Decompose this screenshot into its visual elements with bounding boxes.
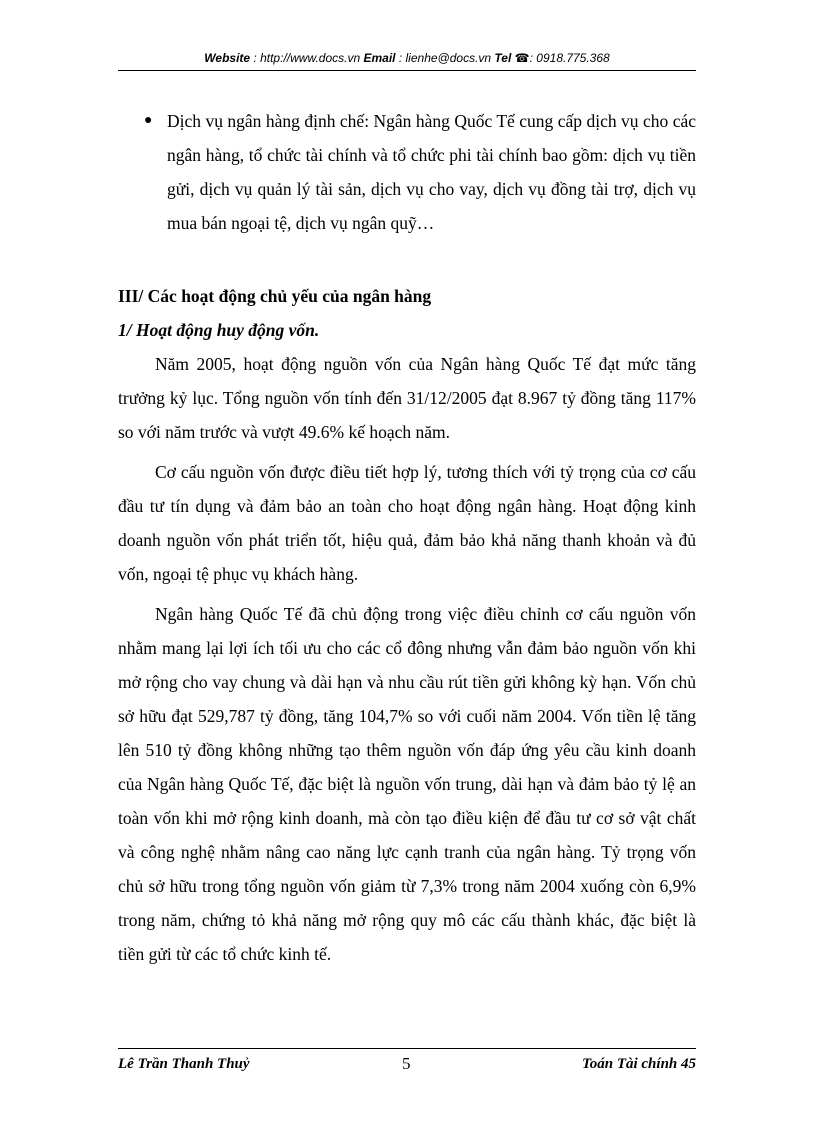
document-body	[118, 104, 696, 971]
tel-number: : 0918.775.368	[529, 51, 610, 65]
paragraph-2: Cơ cấu nguồn vốn được điều tiết hợp lý, tương thích với tỷ trọng của cơ cấu đầu tư tín dụng và đảm bảo an toàn cho hoạt động ngân hàng. Hoạt động kinh doanh nguồn vốn phát triển tốt, hiệu quả, đảm bảo khả năng thanh khoản và đủ vốn, ngoại tệ phục vụ khách hàng.	[118, 462, 696, 584]
bullet-text: Dịch vụ ngân hàng định chế: Ngân hàng Quốc Tế cung cấp dịch vụ cho các ngân hàng, tổ chức tài chính và tổ chức phi tài chính bao gồm: dịch vụ tiền gửi, dịch vụ quản lý tài sản, dịch vụ cho vay, dịch vụ đồng tài trợ, dịch vụ mua bán ngoại tệ, dịch vụ ngân quỹ…	[167, 111, 696, 233]
tel-label: Tel	[494, 51, 512, 65]
subsection-heading: 1/ Hoạt động huy động vốn.	[118, 320, 320, 340]
page-header	[118, 50, 696, 66]
paragraph-1: Năm 2005, hoạt động nguồn vốn của Ngân hàng Quốc Tế đạt mức tăng trưởng kỷ lục. Tổng nguồn vốn tính đến 31/12/2005 đạt 8.967 tỷ đồng tăng 117% so với năm trước và vượt 49.6% kế hoạch năm.	[118, 354, 696, 442]
email-link[interactable]: : lienhe@docs.vn	[398, 51, 492, 65]
header-divider	[118, 70, 696, 71]
website-label: Website	[204, 51, 251, 65]
page-number: 5	[402, 1054, 411, 1073]
website-link[interactable]: : http://www.docs.vn	[253, 51, 361, 65]
email-label: Email	[363, 51, 396, 65]
footer-class-name: Toán Tài chính 45	[581, 1056, 696, 1072]
paragraph-3: Ngân hàng Quốc Tế đã chủ động trong việc điều chỉnh cơ cấu nguồn vốn nhằm mang lại lợi ích tối ưu cho các cổ đông nhưng vẫn đảm bảo nguồn vốn khi mở rộng cho vay chung và dài hạn và nhu cầu rút tiền gửi không kỳ hạn. Vốn chủ sở hữu đạt 529,787 tỷ đồng, tăng 104,7% so với cuối năm 2004. Vốn tiền lệ tăng lên 510 tỷ đồng không những tạo thêm nguồn vốn đáp ứng yêu cầu kinh doanh của Ngân hàng Quốc Tế, đặc biệt là nguồn vốn trung, dài hạn và đảm bảo tỷ lệ an toàn vốn khi mở rộng kinh doanh, mà còn tạo điều kiện để đầu tư cơ sở vật chất và công nghệ nhằm nâng cao năng lực cạnh tranh của ngân hàng. Tỷ trọng vốn chủ sở hữu trong tổng nguồn vốn giảm từ 7,3% trong năm 2004 xuống còn 6,9% trong năm, chứng tỏ khả năng mở rộng quy mô các cấu thành khác, đặc biệt là tiền gửi từ các tổ chức kinh tế.	[118, 604, 696, 964]
page-footer	[118, 1053, 696, 1075]
bullet-item	[118, 104, 696, 240]
phone-icon: ☎	[514, 51, 530, 65]
section-heading: III/ Các hoạt động chủ yếu của ngân hàng	[118, 286, 432, 306]
bullet-dot-icon: ●	[144, 113, 153, 128]
footer-author: Lê Trần Thanh Thuỷ	[118, 1056, 250, 1072]
footer-divider	[118, 1048, 696, 1049]
